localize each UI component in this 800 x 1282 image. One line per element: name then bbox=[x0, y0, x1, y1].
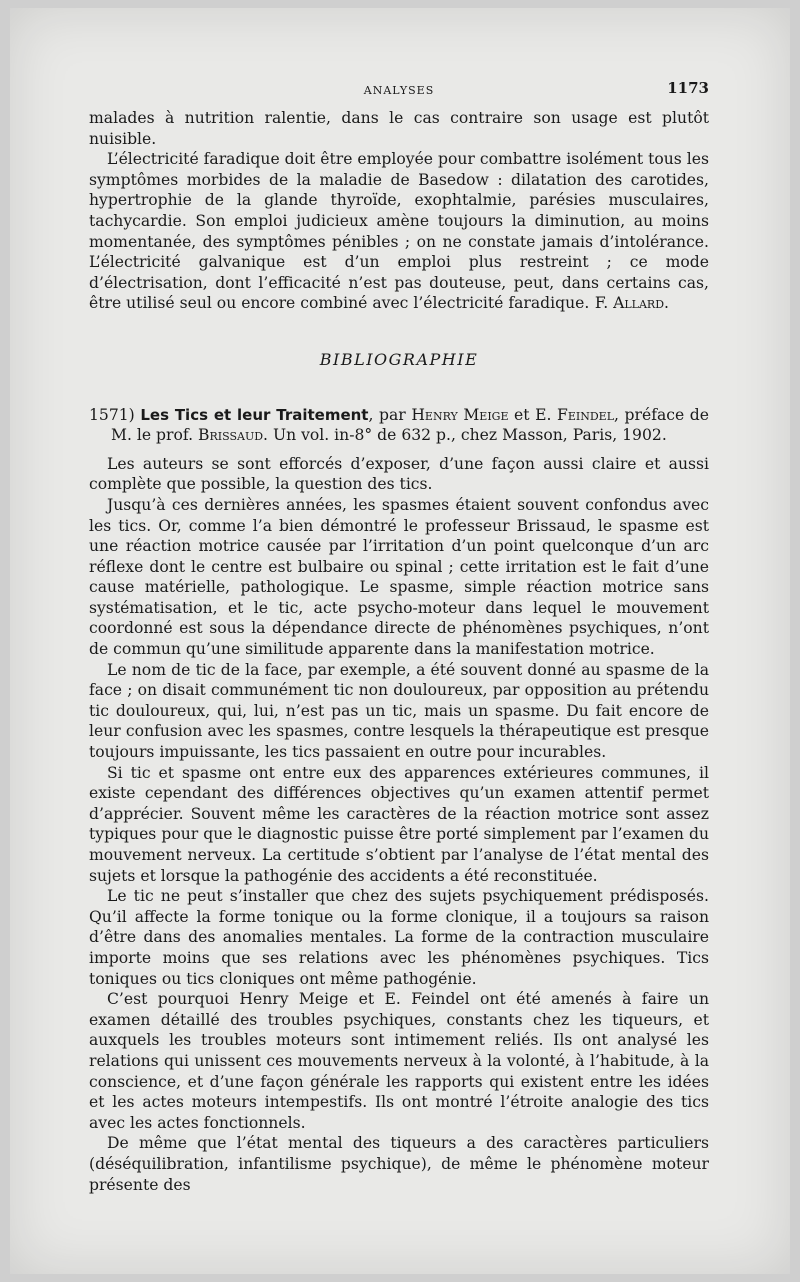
page-content bbox=[89, 78, 709, 1195]
entry-by: , par bbox=[368, 405, 406, 424]
signature-text: F. Allard. bbox=[594, 294, 669, 313]
body-paragraph: Les auteurs se sont efforcés d’exposer, d’une façon aussi claire et aussi complète que possible, la question des tics. bbox=[89, 454, 709, 494]
scanned-page bbox=[10, 8, 790, 1274]
entry-number: 1571) bbox=[89, 405, 135, 424]
entry-title: Les Tics et leur Traitement bbox=[140, 405, 369, 424]
entry-author: Feindel bbox=[557, 405, 615, 424]
entry-author: Henry Meige bbox=[411, 405, 509, 424]
bibliography-entry bbox=[89, 405, 709, 446]
body-paragraph: Jusqu’à ces dernières années, les spasmes étaient souvent confondus avec les tics. Or, comme l’a bien démontré le professeur Brissaud, le spasme est une réaction motrice causée par l’irritation d’un point quelconque d’un arc réflexe dont le centre est bulbaire ou spinal ; cette irritation est le fait d’une cause matérielle, pathologique. Le spasme, simple réaction motrice sans systématisation, et le tic, acte psycho-moteur dans lequel le mouvement coordonné est sous la dépendance directe de phénomènes psychiques, n’ont de commun qu’une similitude apparente dans la manifestation motrice. bbox=[89, 495, 709, 659]
body-paragraph: Si tic et spasme ont entre eux des apparences extérieures communes, il existe cependant des différences objectives qu’un examen attentif permet d’apprécier. Souvent même les caractères de la réaction motrice sont assez typiques pour que le diagnostic puisse être porté simplement par l’examen du mouvement nerveux. La certitude s’obtient par l’analyse de l’état mental des sujets et lorsque la pathogénie des accidents a été reconstituée. bbox=[89, 763, 709, 885]
page-number: 1173 bbox=[667, 79, 709, 97]
entry-preface: , préface de M. le prof. bbox=[111, 405, 709, 445]
analysis-paragraph: L’électricité faradique doit être employée pour combattre isolément tous les symptômes morbides de la maladie de Basedow : dilatation des carotides, hypertrophie de la glande thyroïde, exophtalmie, parésies musculaires, tachycardie. Son emploi judicieux amène toujours la diminution, au moins momentanée, des symptômes pénibles ; on ne constate jamais d’intolérance. L’électricité galvanique est d’un emploi plus restreint ; ce mode d’électrisation, dont l’efficacité n’est pas douteuse, peut, dans certains cas, être utilisé seul ou encore combiné avec l’électricité faradique. bbox=[89, 150, 709, 313]
body-paragraph: Le tic ne peut s’installer que chez des sujets psychiquement prédisposés. Qu’il affecte la forme tonique ou la forme clonique, il a toujours sa raison d’être dans des anomalies mentales. La forme de la contraction musculaire importe moins que ses relations avec les phénomènes psychiques. Tics toniques ou tics cloniques ont même pathogénie. bbox=[89, 887, 709, 988]
entry-details: . Un vol. in-8° de 632 p., chez Masson, Paris, 1902. bbox=[263, 426, 667, 445]
body-paragraph: De même que l’état mental des tiqueurs a des caractères particuliers (déséquilibration, infantilisme psychique), de même le phénomène moteur présente des bbox=[89, 1134, 709, 1194]
running-title: ANALYSES bbox=[363, 84, 435, 97]
running-head bbox=[89, 78, 709, 100]
entry-and: et E. bbox=[508, 405, 552, 424]
entry-preface-author: Brissaud bbox=[198, 426, 264, 445]
section-title: BIBLIOGRAPHIE bbox=[319, 349, 479, 369]
analysis-paragraph: malades à nutrition ralentie, dans le cas contraire son usage est plutôt nuisible. bbox=[89, 109, 709, 148]
body-paragraph: C’est pourquoi Henry Meige et E. Feindel ont été amenés à faire un examen détaillé des troubles psychiques, constants chez les tiqueurs, et auxquels les troubles moteurs sont intimement reliés. Ils ont analysé les relations qui unissent ces mouvements nerveux à la volonté, à l’habitude, à la conscience, et d’une façon générale les rapports qui existent entre les idées et les actes moteurs intempestifs. Ils ont montré l’étroite analogie des tics avec les actes fonctionnels. bbox=[89, 990, 709, 1132]
body-paragraph: Le nom de tic de la face, par exemple, a été souvent donné au spasme de la face ; on disait communément tic non douloureux, par opposition au prétendu tic douloureux, qui, lui, n’est pas un tic, mais un spasme. Du fait encore de leur confusion avec les spasmes, contre lesquels la thérapeutique est presque toujours impuissante, les tics passaient en outre pour incurables. bbox=[89, 660, 709, 762]
